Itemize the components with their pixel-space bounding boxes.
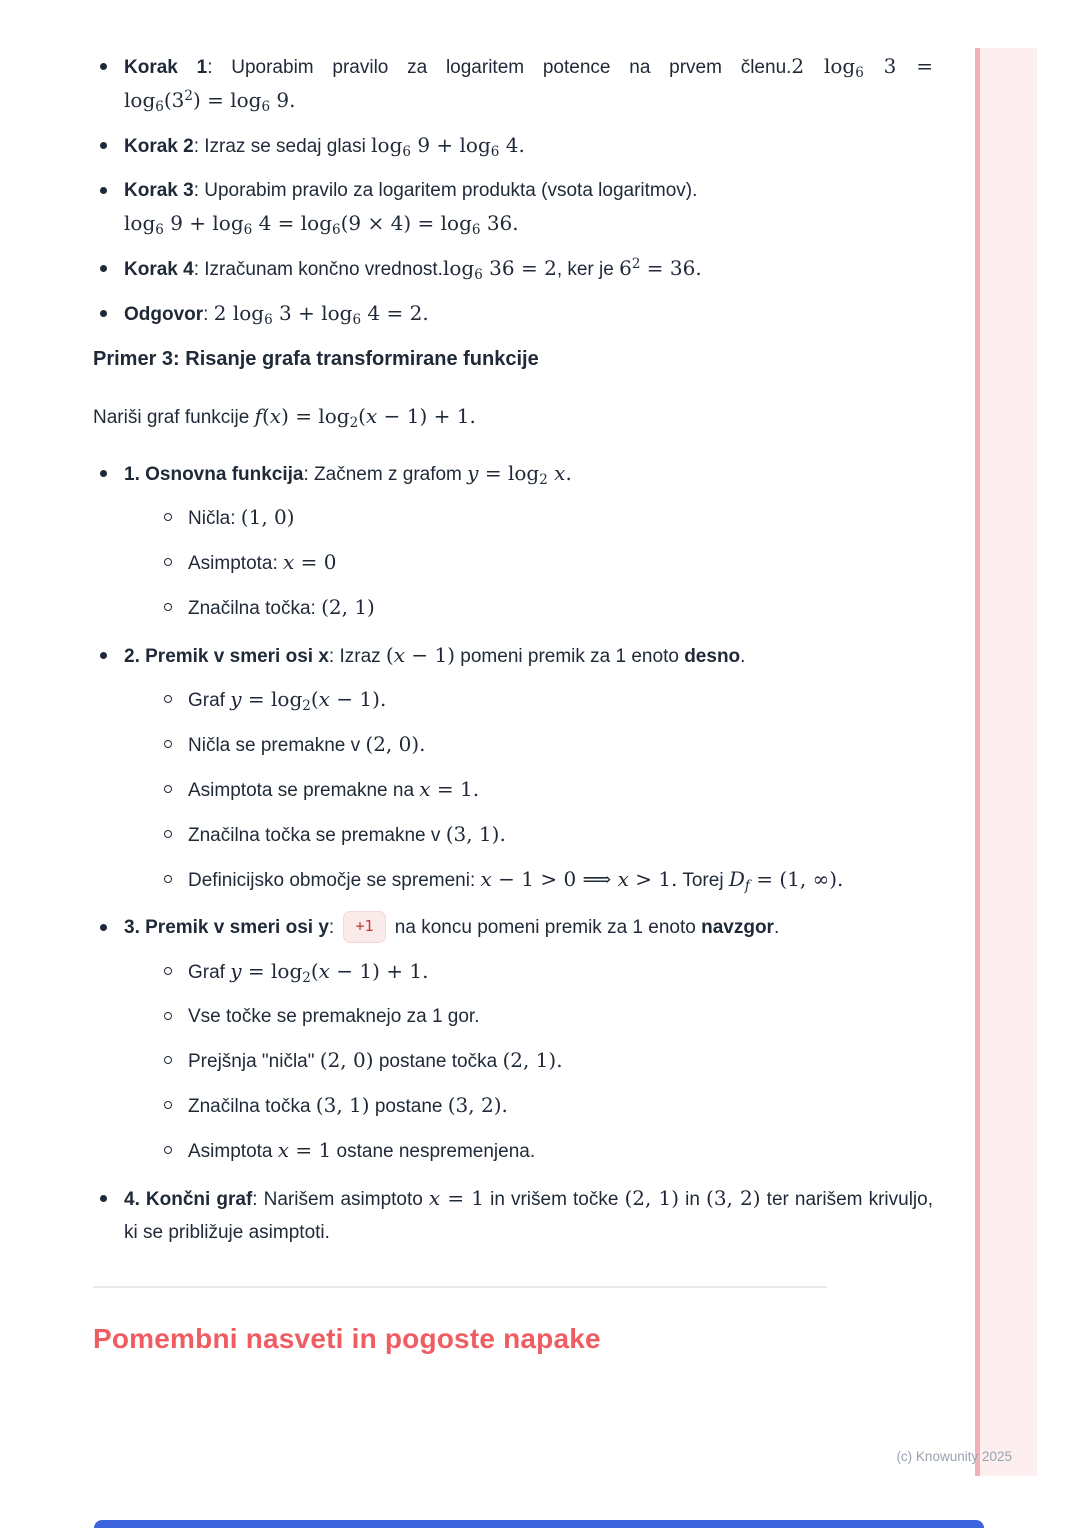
- math-expression: (2, 0).: [365, 732, 426, 756]
- transform-sub-list: [157, 683, 933, 897]
- transform-sub-item: Ničla: (1, 0): [188, 501, 933, 535]
- step-item: Korak 2: Izraz se sedaj glasi $\log_6 9 + \log_6 4$.: [124, 129, 933, 163]
- math-expression: (2, 1).: [502, 1048, 563, 1072]
- math-expression: x = 1: [428, 1186, 485, 1210]
- transform-sub-item: Značilna točka: (2, 1): [188, 591, 933, 625]
- math-expression: $\log_6 36 = 2$: [442, 256, 557, 283]
- right-margin-highlight: [975, 48, 1037, 1476]
- math-expression: (2, 1): [624, 1186, 680, 1210]
- math-expression: $\log_6 9 + \log_6 4 = \log_6(9 \times 4) = \log_6 36$.: [124, 211, 519, 238]
- transform-sub-item: Graf $y = \log_2(x - 1) + 1$.: [188, 955, 933, 989]
- transform-sub-item: Graf $y = \log_2(x - 1)$.: [188, 683, 933, 717]
- math-expression: $6^2 = 36$.: [619, 256, 702, 280]
- math-expression: (3, 1).: [445, 822, 506, 846]
- math-expression: (x − 1): [385, 643, 456, 667]
- math-expression: x = 1: [277, 1138, 332, 1162]
- transform-list: [93, 457, 933, 1249]
- transform-sub-item: Ničla se premakne v (2, 0).: [188, 728, 933, 762]
- math-expression: 2 $\log_6 3 + \log_6 4 = 2$.: [213, 301, 429, 328]
- document-content: [93, 50, 933, 1357]
- transform-sub-list: [157, 501, 933, 625]
- bottom-accent-bar: [94, 1520, 984, 1528]
- transform-item: 1. Osnovna funkcija: Začnem z grafom $y = \log_2 x$. Ničla: (1, 0) Asimptota: x = 0 Značilna točka: (2, 1): [124, 457, 933, 625]
- tips-heading: Pomembni nasveti in pogoste napake: [93, 1323, 601, 1354]
- primer-heading: Primer 3: Risanje grafa transformirane funkcije: [93, 348, 539, 370]
- transform-sub-item: Asimptota se premakne na x = 1.: [188, 773, 933, 807]
- math-expression: $\log_6 9 + \log_6 4$.: [371, 133, 525, 160]
- math-expression: (3, 2).: [447, 1093, 508, 1117]
- math-expression: x = 0: [283, 550, 337, 574]
- steps-list: [93, 50, 933, 331]
- math-expression: (3, 1): [315, 1093, 370, 1117]
- math-expression: x = 1.: [419, 777, 480, 801]
- math-expression: (3, 2): [706, 1186, 761, 1210]
- transform-sub-item: Značilna točka se premakne v (3, 1).: [188, 818, 933, 852]
- transform-sub-list: [157, 955, 933, 1168]
- transform-sub-item: Definicijsko območje se spremeni: x − 1 > 0 ⟹ x > 1. Torej $D_f = (1$, ∞).: [188, 863, 933, 897]
- math-expression: (2, 0): [319, 1048, 374, 1072]
- transform-sub-item: Značilna točka (3, 1) postane (3, 2).: [188, 1089, 933, 1123]
- transform-sub-item: Vse točke se premaknejo za 1 gor.: [188, 1000, 933, 1033]
- transform-sub-item: Prejšnja "ničla" (2, 0) postane točka (2, 1).: [188, 1044, 933, 1078]
- math-expression: $y = \log_2 x$.: [467, 461, 572, 488]
- step-item: Korak 4: Izračunam končno $vrednost.\log_6$ 36 = 2, ker je $6^2 = 36$.: [124, 252, 933, 286]
- intro-paragraph: Nariši graf funkcije $f(x) = \log_2(x - 1) + 1$.: [93, 404, 476, 431]
- transform-sub-item: Asimptota x = 1 ostane nespremenjena.: [188, 1134, 933, 1168]
- transform-sub-item: Asimptota: x = 0: [188, 546, 933, 580]
- math-expression: $\log_6(3^2) = \log_6 9$.: [124, 88, 296, 115]
- math-expression: 2 $\log_6 3$ =: [791, 54, 934, 81]
- transform-item: 4. Končni graf: Narišem asimptoto x = 1 in vrišem točke (2, 1) in (3, 2) ter narišem krivuljo, ki se približuje asimptoti.: [124, 1182, 933, 1249]
- math-expression: $f(x) = \log_2(x - 1) + 1$.: [254, 404, 476, 431]
- plus-one-badge: +1: [343, 911, 385, 943]
- page-footer: (c) Knowunity 2025: [896, 1449, 1012, 1464]
- math-expression: (2, 1): [321, 595, 375, 619]
- math-expression: $y = \log_2(x - 1) + 1$.: [230, 959, 429, 986]
- section-divider: [93, 1286, 827, 1288]
- math-expression: $y = \log_2(x - 1)$.: [230, 687, 387, 714]
- transform-item: 2. Premik v smeri osi x: Izraz (x − 1) pomeni premik za 1 enoto desno. Graf $y = \log_2(x - 1)$. Ničla se premakne v (2, 0). Asimptota se premakne na x = 1. Značilna točka se premakne v (3, 1). Definicijsko območje se spremeni: x − 1 > 0 ⟹ x > 1. Torej $D_f = (1$, ∞).: [124, 639, 933, 897]
- math-expression: $D_f = (1$, ∞).: [728, 867, 844, 894]
- math-expression: (1, 0): [240, 505, 295, 529]
- transform-item: 3. Premik v smeri osi y: +1 na koncu pomeni premik za 1 enoto navzgor. Graf $y = \log_2(x - 1) + 1$. Vse točke se premaknejo za 1 gor. Prejšnja "ničla" (2, 0) postane točka (2, 1). Značilna točka (3, 1) postane (3, 2). Asimptota x = 1 ostane nespremenjena.: [124, 911, 933, 1168]
- step-item: Korak 1: Uporabim pravilo za logaritem potence na prvem členu.2 $\log_6 3 = \log_6(3^2) = \log_6 9$.: [124, 50, 933, 118]
- step-item: Odgovor: 2 $\log_6 3 + \log_6 4 = 2$.: [124, 297, 933, 331]
- math-expression: x − 1 > 0 ⟹ x > 1.: [480, 867, 678, 891]
- step-item: Korak 3: Uporabim pravilo za logaritem produkta (vsota logaritmov). $\log_6 9 + \log_6 4 = \log_6(9 \times 4) = \log_6 36$.: [124, 174, 933, 241]
